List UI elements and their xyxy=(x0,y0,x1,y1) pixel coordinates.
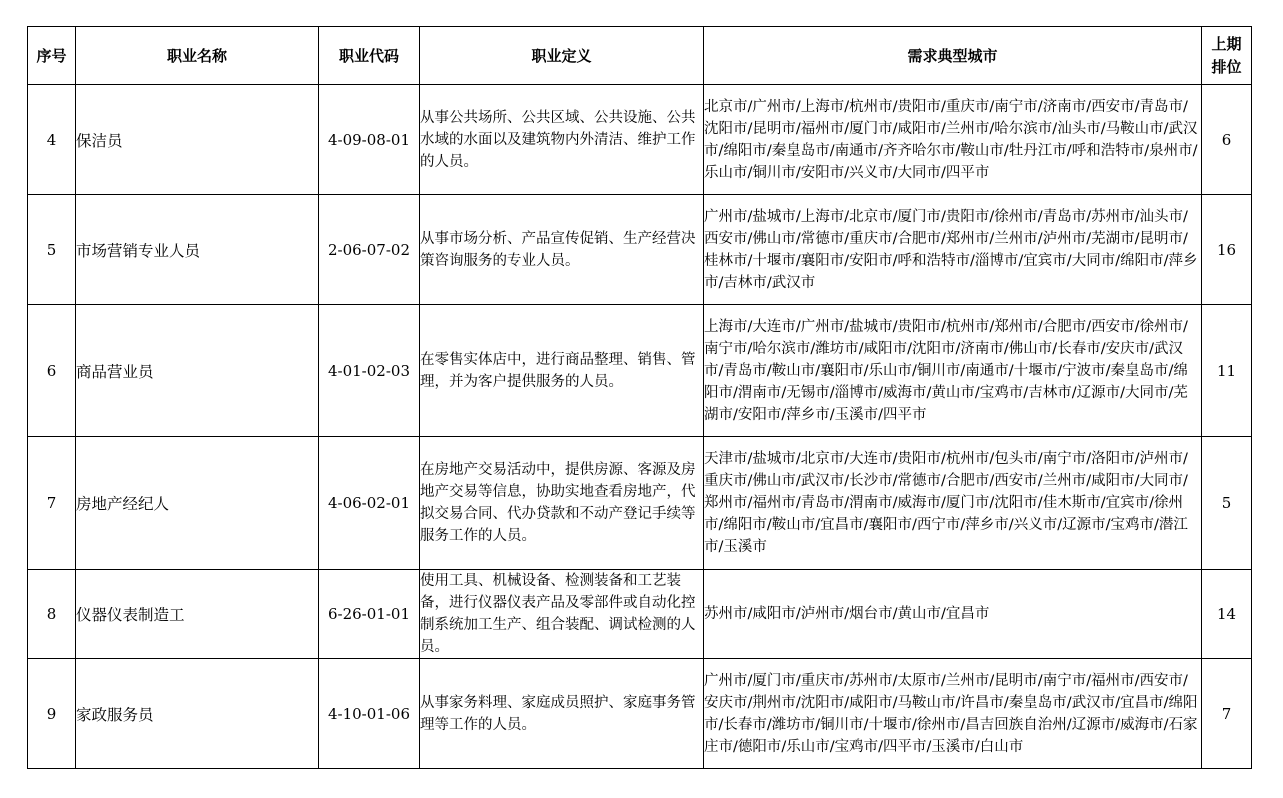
row-code: 4-09-08-01 xyxy=(319,85,420,195)
row-prev-rank: 14 xyxy=(1202,570,1252,659)
row-definition-text: 在房地产交易活动中，提供房源、客源及房地产交易等信息，协助实地查看房地产，代拟交易合同、代办贷款和不动产登记手续等服务工作的人员。 xyxy=(420,462,696,544)
row-prev-rank: 6 xyxy=(1202,85,1252,195)
table-row xyxy=(28,195,1252,305)
row-no: 6 xyxy=(28,305,76,437)
row-code: 4-06-02-01 xyxy=(319,437,420,570)
row-definition xyxy=(420,305,704,437)
row-cities-text: 广州市/厦门市/重庆市/苏州市/太原市/兰州市/昆明市/南宁市/福州市/西安市/安庆市/荆州市/沈阳市/咸阳市/马鞍山市/许昌市/秦皇岛市/武汉市/宜昌市/绵阳市/长春市/潍坊市/铜川市/十堰市/徐州市/昌吉回族自治州/辽源市/威海市/石家庄市/德阳市/乐山市/宝鸡市/四平市/玉溪市/白山市 xyxy=(704,672,1198,755)
row-no: 4 xyxy=(28,85,76,195)
row-definition-text: 从事市场分析、产品宣传促销、生产经营决策咨询服务的专业人员。 xyxy=(420,230,696,269)
row-cities-text: 苏州市/咸阳市/泸州市/烟台市/黄山市/宜昌市 xyxy=(704,606,990,622)
row-definition xyxy=(420,437,704,570)
header-name: 职业名称 xyxy=(76,27,319,85)
row-cities-text: 北京市/广州市/上海市/杭州市/贵阳市/重庆市/南宁市/济南市/西安市/青岛市/沈阳市/昆明市/福州市/厦门市/咸阳市/兰州市/哈尔滨市/汕头市/马鞍山市/武汉市/绵阳市/秦皇岛市/南通市/齐齐哈尔市/鞍山市/牡丹江市/呼和浩特市/泉州市/乐山市/铜川市/安阳市/兴义市/大同市/四平市 xyxy=(704,98,1198,181)
row-code: 6-26-01-01 xyxy=(319,570,420,659)
row-cities xyxy=(704,570,1202,659)
row-name: 仪器仪表制造工 xyxy=(76,570,319,659)
row-prev-rank: 16 xyxy=(1202,195,1252,305)
row-definition xyxy=(420,570,704,659)
table-row xyxy=(28,659,1252,769)
occupation-demand-table xyxy=(27,26,1252,769)
header-definition: 职业定义 xyxy=(420,27,704,85)
table-row xyxy=(28,85,1252,195)
header-prev-rank-label: 上期排位 xyxy=(1211,34,1242,76)
row-definition xyxy=(420,85,704,195)
header-cities: 需求典型城市 xyxy=(704,27,1202,85)
row-name: 家政服务员 xyxy=(76,659,319,769)
row-cities xyxy=(704,195,1202,305)
table-header-row xyxy=(28,27,1252,85)
row-cities xyxy=(704,437,1202,570)
row-name: 房地产经纪人 xyxy=(76,437,319,570)
row-cities xyxy=(704,305,1202,437)
row-no: 8 xyxy=(28,570,76,659)
row-name: 商品营业员 xyxy=(76,305,319,437)
row-cities xyxy=(704,659,1202,769)
row-prev-rank: 11 xyxy=(1202,305,1252,437)
row-name: 保洁员 xyxy=(76,85,319,195)
row-definition xyxy=(420,659,704,769)
row-cities-text: 上海市/大连市/广州市/盐城市/贵阳市/杭州市/郑州市/合肥市/西安市/徐州市/南宁市/哈尔滨市/潍坊市/咸阳市/沈阳市/济南市/佛山市/长春市/安庆市/武汉市/青岛市/鞍山市/襄阳市/乐山市/铜川市/南通市/十堰市/宁波市/秦皇岛市/绵阳市/渭南市/无锡市/淄博市/威海市/黄山市/宝鸡市/吉林市/辽源市/大同市/芜湖市/安阳市/萍乡市/玉溪市/四平市 xyxy=(704,318,1188,423)
row-prev-rank: 7 xyxy=(1202,659,1252,769)
row-cities-text: 天津市/盐城市/北京市/大连市/贵阳市/杭州市/包头市/南宁市/洛阳市/泸州市/重庆市/佛山市/武汉市/长沙市/常德市/合肥市/西安市/兰州市/咸阳市/大同市/郑州市/福州市/青岛市/渭南市/威海市/厦门市/沈阳市/佳木斯市/宜宾市/徐州市/绵阳市/鞍山市/宜昌市/襄阳市/西宁市/萍乡市/兴义市/辽源市/宝鸡市/潜江市/玉溪市 xyxy=(704,451,1188,555)
row-no: 9 xyxy=(28,659,76,769)
row-definition-text: 从事家务料理、家庭成员照护、家庭事务管理等工作的人员。 xyxy=(420,694,696,733)
header-no: 序号 xyxy=(28,27,76,85)
row-code: 2-06-07-02 xyxy=(319,195,420,305)
header-prev-rank xyxy=(1202,27,1252,85)
row-cities xyxy=(704,85,1202,195)
header-code: 职业代码 xyxy=(319,27,420,85)
row-name: 市场营销专业人员 xyxy=(76,195,319,305)
row-definition-text: 在零售实体店中，进行商品整理、销售、管理，并为客户提供服务的人员。 xyxy=(420,351,696,390)
row-definition-text: 使用工具、机械设备、检测装备和工艺装备，进行仪器仪表产品及零部件或自动化控制系统加工生产、组合装配、调试检测的人员。 xyxy=(420,573,696,655)
row-definition-text: 从事公共场所、公共区域、公共设施、公共水域的水面以及建筑物内外清洁、维护工作的人员。 xyxy=(420,109,696,170)
row-code: 4-10-01-06 xyxy=(319,659,420,769)
row-no: 5 xyxy=(28,195,76,305)
row-code: 4-01-02-03 xyxy=(319,305,420,437)
row-cities-text: 广州市/盐城市/上海市/北京市/厦门市/贵阳市/徐州市/青岛市/苏州市/汕头市/西安市/佛山市/常德市/重庆市/合肥市/郑州市/兰州市/泸州市/芜湖市/昆明市/桂林市/十堰市/襄阳市/安阳市/呼和浩特市/淄博市/宜宾市/大同市/绵阳市/萍乡市/吉林市/武汉市 xyxy=(704,208,1198,291)
table-row xyxy=(28,305,1252,437)
table-row xyxy=(28,437,1252,570)
row-no: 7 xyxy=(28,437,76,570)
table-row xyxy=(28,570,1252,659)
row-prev-rank: 5 xyxy=(1202,437,1252,570)
row-definition xyxy=(420,195,704,305)
